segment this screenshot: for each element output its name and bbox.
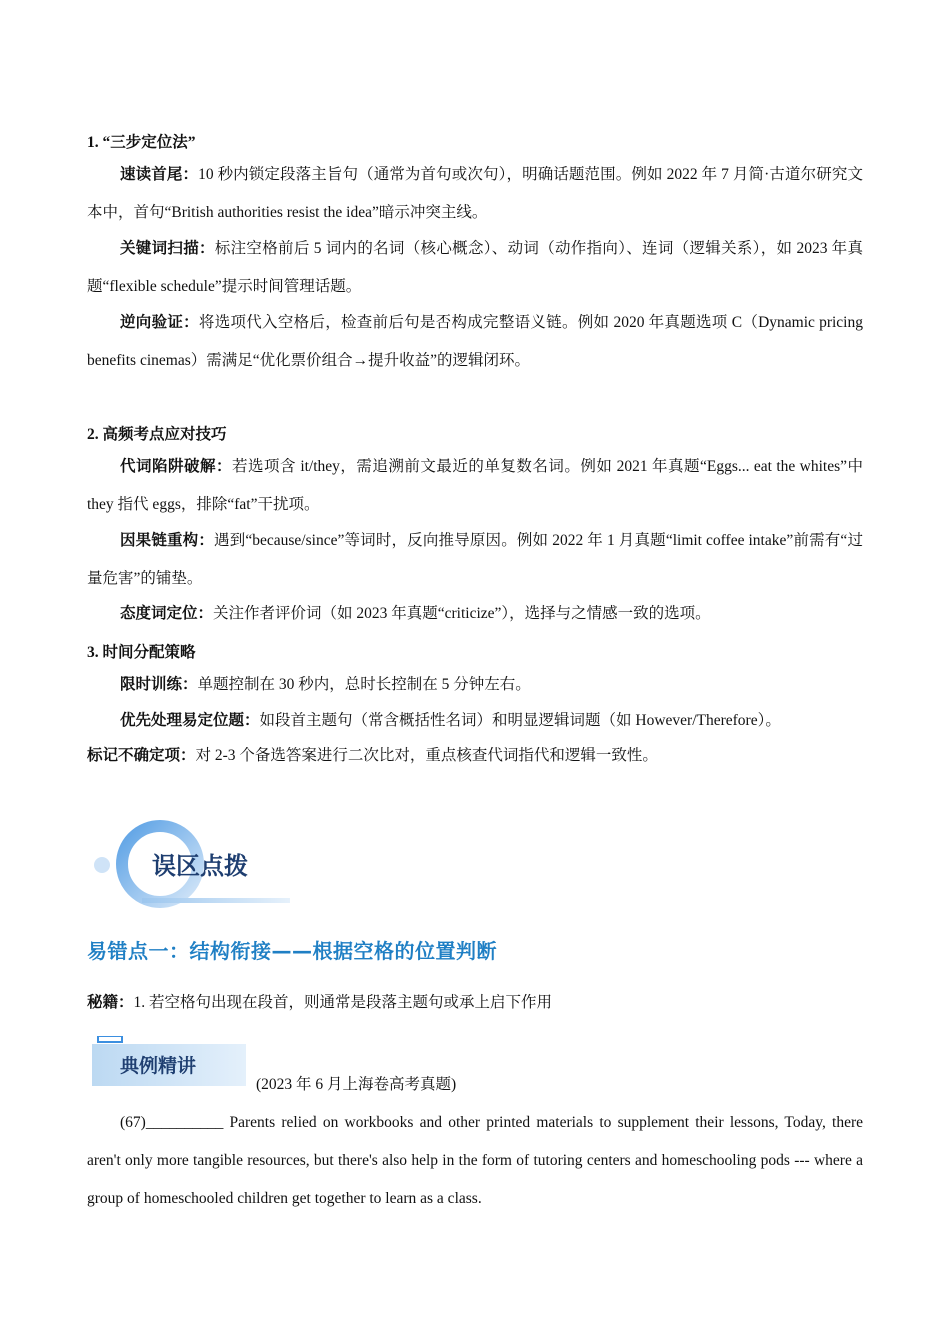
banner-ring-icon <box>92 820 292 910</box>
banner-title: 误区点拨 <box>152 852 248 880</box>
section-3-item-3 <box>87 737 863 775</box>
example-passage: (67)__________ Parents relied on workbooks and other printed materials to supplement their lessons, Today, there aren't only more tangible resources, but there's also help in the form of tutoring centers and homeschooling pods --- where a group of homeschooled children get together to learn as a class. <box>87 1114 863 1207</box>
section-1-item-2 <box>87 230 863 306</box>
item-label: 速读首尾： <box>120 166 199 183</box>
section-1-item-3 <box>87 304 863 380</box>
section-1-item-1 <box>87 156 863 232</box>
item-text: 若选项含 it/they，需追溯前文最近的单复数名词。例如 2021 年真题“Eggs... eat the whites”中 they 指代 eggs，排除“fat”干扰项。 <box>87 458 863 513</box>
section-3-item-2 <box>87 702 863 740</box>
item-label: 关键词扫描： <box>120 240 215 257</box>
section-heading-3: 3. 时间分配策略 <box>87 644 196 661</box>
example-source: (2023 年 6 月上海卷高考真题) <box>256 1076 457 1093</box>
item-text: 关注作者评价词（如 2023 年真题“criticize”），选择与之情感一致的选项。 <box>213 605 711 622</box>
error-point-title: 易错点一：结构衔接——根据空格的位置判断 <box>87 939 497 963</box>
tip-line <box>87 990 552 1012</box>
section-heading-2: 2. 高频考点应对技巧 <box>87 426 227 443</box>
section-2-item-3 <box>87 595 863 633</box>
section-2-item-2 <box>87 522 863 598</box>
item-label: 态度词定位： <box>120 605 214 622</box>
section-heading-1: 1. “三步定位法” <box>87 134 196 151</box>
item-text: 单题控制在 30 秒内，总时长控制在 5 分钟左右。 <box>197 676 531 693</box>
item-label: 因果链重构： <box>120 532 215 549</box>
tip-label: 秘籍： <box>87 994 134 1011</box>
item-text: 标注空格前后 5 词内的名词（核心概念）、动词（动作指向）、连词（逻辑关系），如 2023 年真题“flexible schedule”提示时间管理话题。 <box>87 240 863 295</box>
item-text: 遇到“because/since”等词时，反向推导原因。例如 2022 年 1 月真题“limit coffee intake”前需有“过量危害”的铺垫。 <box>87 532 863 587</box>
item-label: 逆向验证： <box>120 314 199 331</box>
item-label: 优先处理易定位题： <box>120 712 260 729</box>
section-3-item-1 <box>87 666 863 704</box>
item-label: 限时训练： <box>120 676 198 693</box>
pitfall-banner <box>92 820 292 910</box>
item-text: 对 2-3 个备选答案进行二次比对，重点核查代词指代和逻辑一致性。 <box>195 747 658 764</box>
section-2-item-1 <box>87 448 863 524</box>
tip-text: 1. 若空格句出现在段首，则通常是段落主题句或承上启下作用 <box>133 994 553 1011</box>
item-label: 标记不确定项： <box>87 747 196 764</box>
item-text: 将选项代入空格后，检查前后句是否构成完整语义链。例如 2020 年真题选项 C（Dynamic pricing benefits cinemas）需满足“优化票价组合→提升收益”的逻辑闭环。 <box>87 314 863 369</box>
item-text: 如段首主题句（常含概括性名词）和明显逻辑词题（如 However/Therefore）。 <box>259 712 781 729</box>
example-badge-shape <box>92 1036 246 1086</box>
item-text: 10 秒内锁定段落主旨句（通常为首句或次句），明确话题范围。例如 2022 年 7 月简·古道尔研究文本中，首句“British authorities resist the idea”暗示冲突主线。 <box>87 166 863 221</box>
item-label: 代词陷阱破解： <box>120 458 232 475</box>
example-badge <box>92 1036 246 1086</box>
example-badge-label: 典例精讲 <box>120 1055 197 1077</box>
